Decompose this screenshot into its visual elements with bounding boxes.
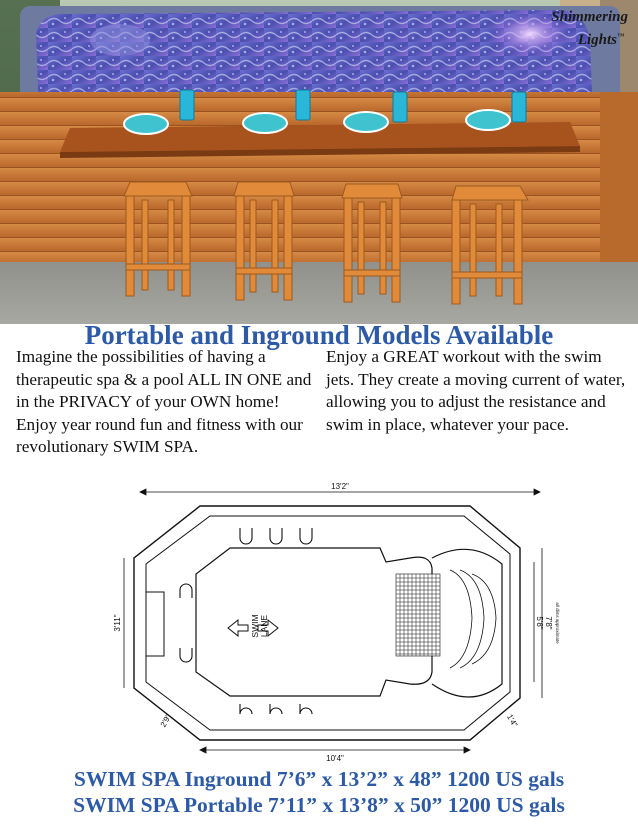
spec-portable: SWIM SPA Portable 7’11” x 13’8” x 50” 1200 US gals bbox=[73, 793, 565, 817]
dim-right-outer: 7'8" bbox=[544, 616, 553, 630]
trademark-symbol: ™ bbox=[617, 32, 624, 40]
dim-left-corner: 2'9" bbox=[158, 712, 174, 729]
floor-plan-diagram bbox=[110, 478, 570, 768]
seat-markers bbox=[180, 528, 312, 714]
dim-left-height: 3'11" bbox=[113, 614, 122, 632]
swim-lane-label-2: LANE bbox=[259, 614, 269, 638]
brand-line1: Shimmering bbox=[551, 9, 628, 25]
intro-text-left: Imagine the possibilities of having a therapeutic spa & a pool ALL IN ONE and in the PRIVACY of your OWN home! Enjoy year round fun and fitness with our revolutionary SWIM SPA. bbox=[16, 347, 312, 457]
swim-spa-floor-plan bbox=[110, 478, 570, 768]
outer-shell-outline bbox=[134, 506, 520, 740]
jet-seats bbox=[450, 570, 496, 668]
spec-inground: SWIM SPA Inground 7’6” x 13’2” x 48” 1200 US gals bbox=[73, 767, 565, 791]
dim-bottom-length: 10'4" bbox=[326, 754, 344, 763]
brand-line2-text: Lights bbox=[577, 32, 617, 48]
dim-overall-length: 13'2" bbox=[331, 482, 349, 491]
jet-grid bbox=[396, 574, 440, 656]
brand-line2 bbox=[488, 27, 628, 50]
swim-lane-label-1: SWIM bbox=[250, 614, 260, 638]
intro-text-right: Enjoy a GREAT workout with the swim jets. They create a moving current of water, allowing you to adjust the resistance and swim in place, whatever your pace. bbox=[326, 347, 626, 434]
dim-approx-note: all dims approximate bbox=[555, 602, 560, 644]
hero-photo bbox=[0, 0, 638, 324]
brand-mark bbox=[488, 8, 628, 50]
page-headline: Portable and Inground Models Available bbox=[84, 320, 554, 350]
dim-right-inner: 5'8" bbox=[535, 616, 544, 630]
dim-right-corner: 1'4" bbox=[504, 712, 520, 729]
